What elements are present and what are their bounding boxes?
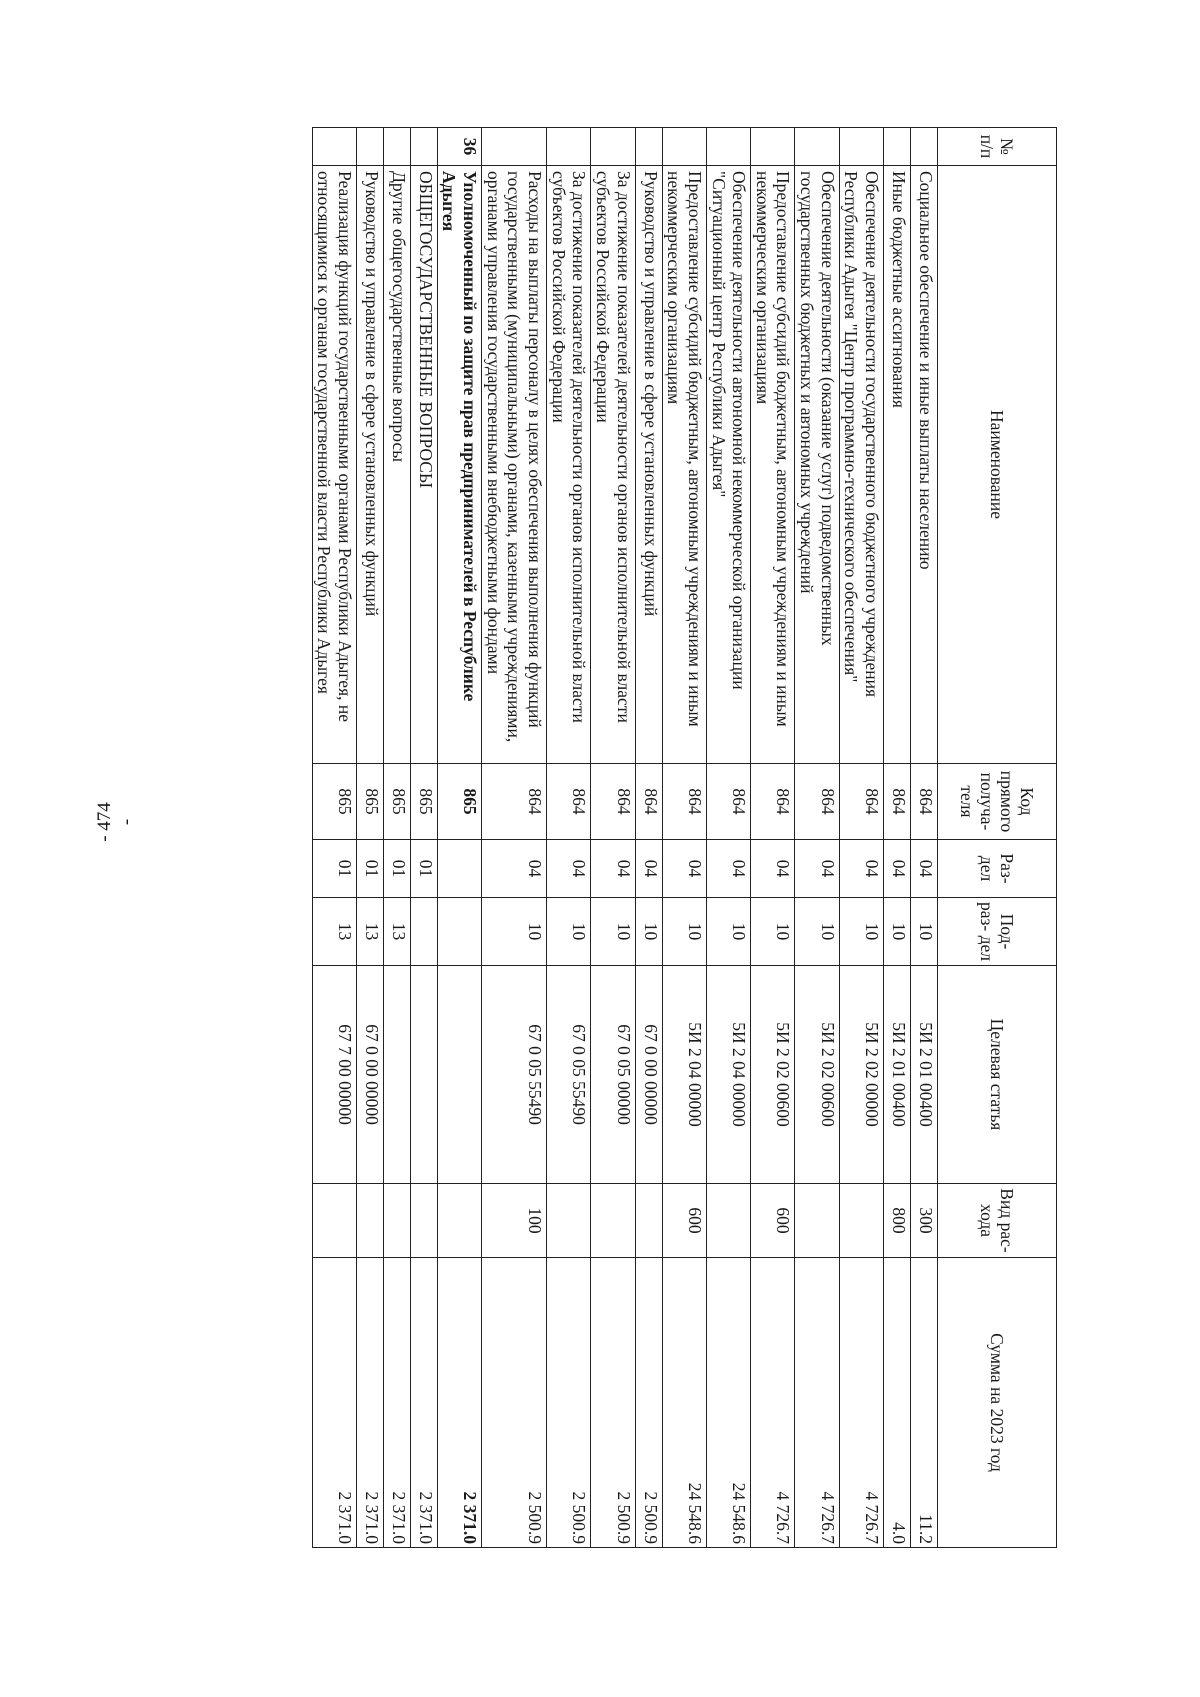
cell-num <box>591 128 635 166</box>
cell-num <box>383 128 410 166</box>
cell-podrazdel: 10 <box>662 898 706 966</box>
budget-table-sheet <box>135 127 1057 1547</box>
cell-num: 36 <box>437 128 481 166</box>
cell-code: 864 <box>547 764 591 840</box>
table-row <box>635 128 662 1548</box>
cell-code: 864 <box>635 764 662 840</box>
cell-vid: 600 <box>662 1184 706 1258</box>
cell-name: Обеспечение деятельности автономной некоммерческой организации "Ситуационный центр Республики Адыгея" <box>706 166 750 764</box>
cell-num <box>482 128 547 166</box>
cell-name: Реализация функций государственными органами Республики Адыгея, не относящимися к органам государственной власти Республики Адыгея <box>312 166 356 764</box>
cell-name: ОБЩЕГОСУДАРСТВЕННЫЕ ВОПРОСЫ <box>410 166 437 764</box>
cell-code: 865 <box>312 764 356 840</box>
table-row <box>911 128 938 1548</box>
cell-name: Обеспечение деятельности (оказание услуг) подведомственных государственных бюджетных и автономных учреждений <box>795 166 839 764</box>
cell-target <box>437 966 481 1184</box>
cell-target: 5И 2 01 00400 <box>911 966 938 1184</box>
header-razdel: Раз- дел <box>938 840 1057 898</box>
cell-name: Уполномоченный по защите прав предпринимателей в Республике Адыгея <box>437 166 481 764</box>
cell-sum: 24 548.6 <box>706 1258 750 1548</box>
cell-code: 864 <box>884 764 911 840</box>
cell-name: Предоставление субсидий бюджетным, автономным учреждениям и иным некоммерческим организациям <box>751 166 795 764</box>
cell-razdel: 04 <box>751 840 795 898</box>
cell-razdel: 01 <box>410 840 437 898</box>
cell-code: 865 <box>410 764 437 840</box>
cell-vid: 600 <box>751 1184 795 1258</box>
cell-sum: 2 500.9 <box>591 1258 635 1548</box>
cell-num <box>839 128 883 166</box>
table-row <box>795 128 839 1548</box>
page-number: - 474 - <box>94 802 137 842</box>
cell-target <box>383 966 410 1184</box>
cell-vid <box>437 1184 481 1258</box>
cell-podrazdel: 10 <box>751 898 795 966</box>
cell-vid <box>312 1184 356 1258</box>
cell-vid <box>635 1184 662 1258</box>
header-code: Код прямого получа- теля <box>938 764 1057 840</box>
cell-vid <box>410 1184 437 1258</box>
table-row <box>437 128 481 1548</box>
cell-code: 864 <box>591 764 635 840</box>
table-row <box>547 128 591 1548</box>
cell-code: 865 <box>356 764 383 840</box>
cell-name: За достижение показателей деятельности органов исполнительной власти субъектов Российской Федерации <box>547 166 591 764</box>
cell-num <box>795 128 839 166</box>
cell-sum: 2 500.9 <box>482 1258 547 1548</box>
cell-name: Руководство и управление в сфере установленных функций <box>356 166 383 764</box>
cell-num <box>884 128 911 166</box>
cell-name: Обеспечение деятельности государственного бюджетного учреждения Республики Адыгея "Центр программно-технического обеспечения" <box>839 166 883 764</box>
cell-sum: 2 371.0 <box>356 1258 383 1548</box>
cell-razdel: 01 <box>356 840 383 898</box>
cell-code: 864 <box>751 764 795 840</box>
cell-code: 864 <box>662 764 706 840</box>
cell-target <box>410 966 437 1184</box>
cell-name: Предоставление субсидий бюджетным, автономным учреждениям и иным некоммерческим организациям <box>662 166 706 764</box>
cell-name: За достижение показателей деятельности органов исполнительной власти субъектов Российской Федерации <box>591 166 635 764</box>
cell-podrazdel <box>437 898 481 966</box>
cell-target: 5И 2 02 00000 <box>839 966 883 1184</box>
cell-target: 67 0 00 00000 <box>635 966 662 1184</box>
table-row <box>884 128 911 1548</box>
table-row <box>482 128 547 1548</box>
cell-razdel <box>437 840 481 898</box>
cell-code: 865 <box>383 764 410 840</box>
table-row <box>706 128 750 1548</box>
cell-sum: 4 726.7 <box>795 1258 839 1548</box>
cell-podrazdel: 10 <box>482 898 547 966</box>
cell-sum: 2 371.0 <box>410 1258 437 1548</box>
cell-razdel: 01 <box>383 840 410 898</box>
table-row <box>383 128 410 1548</box>
cell-num <box>356 128 383 166</box>
cell-razdel: 04 <box>911 840 938 898</box>
table-row <box>662 128 706 1548</box>
cell-vid <box>591 1184 635 1258</box>
cell-code: 865 <box>437 764 481 840</box>
cell-num <box>410 128 437 166</box>
cell-target: 5И 2 01 00400 <box>884 966 911 1184</box>
cell-sum: 2 371.0 <box>383 1258 410 1548</box>
cell-razdel: 04 <box>839 840 883 898</box>
cell-num <box>635 128 662 166</box>
cell-sum: 2 371.0 <box>437 1258 481 1548</box>
cell-target: 5И 2 04 00000 <box>662 966 706 1184</box>
table-row <box>591 128 635 1548</box>
cell-sum: 2 371.0 <box>312 1258 356 1548</box>
cell-podrazdel: 10 <box>591 898 635 966</box>
cell-num <box>312 128 356 166</box>
cell-code: 864 <box>706 764 750 840</box>
cell-razdel: 01 <box>312 840 356 898</box>
cell-code: 864 <box>795 764 839 840</box>
cell-target: 5И 2 02 00600 <box>795 966 839 1184</box>
cell-vid: 300 <box>911 1184 938 1258</box>
cell-podrazdel: 10 <box>884 898 911 966</box>
cell-sum: 2 500.9 <box>547 1258 591 1548</box>
cell-num <box>662 128 706 166</box>
cell-target: 67 7 00 00000 <box>312 966 356 1184</box>
header-sum: Сумма на 2023 год <box>938 1258 1057 1548</box>
cell-num <box>706 128 750 166</box>
cell-razdel: 04 <box>884 840 911 898</box>
table-row <box>410 128 437 1548</box>
cell-podrazdel: 10 <box>911 898 938 966</box>
cell-target: 67 0 00 00000 <box>356 966 383 1184</box>
cell-razdel: 04 <box>591 840 635 898</box>
cell-podrazdel: 13 <box>312 898 356 966</box>
cell-name: Иные бюджетные ассигнования <box>884 166 911 764</box>
cell-podrazdel: 10 <box>795 898 839 966</box>
cell-target: 67 0 05 55490 <box>547 966 591 1184</box>
cell-sum: 24 548.6 <box>662 1258 706 1548</box>
cell-target: 67 0 05 00000 <box>591 966 635 1184</box>
cell-razdel: 04 <box>706 840 750 898</box>
cell-target: 5И 2 02 00600 <box>751 966 795 1184</box>
cell-code: 864 <box>482 764 547 840</box>
cell-podrazdel: 13 <box>356 898 383 966</box>
header-vid: Вид рас- хода <box>938 1184 1057 1258</box>
cell-sum: 4 726.7 <box>839 1258 883 1548</box>
cell-vid <box>706 1184 750 1258</box>
cell-sum: 2 500.9 <box>635 1258 662 1548</box>
table-row <box>839 128 883 1548</box>
table-row <box>312 128 356 1548</box>
cell-name: Расходы на выплаты персоналу в целях обеспечения выполнения функций государственными (муниципальными) органами, казенными учреждениями, органами управления государственными внебюджетными фондами <box>482 166 547 764</box>
header-podrazdel: Под- раз- дел <box>938 898 1057 966</box>
header-name: Наименование <box>938 166 1057 764</box>
cell-name: Руководство и управление в сфере установленных функций <box>635 166 662 764</box>
cell-podrazdel: 13 <box>383 898 410 966</box>
table-body <box>312 128 937 1548</box>
cell-razdel: 04 <box>482 840 547 898</box>
cell-podrazdel <box>410 898 437 966</box>
cell-name: Социальное обеспечение и иные выплаты населению <box>911 166 938 764</box>
budget-table <box>312 127 1057 1548</box>
cell-razdel: 04 <box>635 840 662 898</box>
cell-sum: 11.2 <box>911 1258 938 1548</box>
header-target: Целевая статья <box>938 966 1057 1184</box>
cell-code: 864 <box>911 764 938 840</box>
cell-podrazdel: 10 <box>706 898 750 966</box>
cell-podrazdel: 10 <box>839 898 883 966</box>
cell-vid <box>795 1184 839 1258</box>
cell-target: 5И 2 04 00000 <box>706 966 750 1184</box>
cell-vid <box>547 1184 591 1258</box>
cell-vid <box>356 1184 383 1258</box>
cell-num <box>547 128 591 166</box>
cell-target: 67 0 05 55490 <box>482 966 547 1184</box>
table-header-row <box>938 128 1057 1548</box>
cell-vid <box>383 1184 410 1258</box>
cell-vid: 100 <box>482 1184 547 1258</box>
cell-num <box>751 128 795 166</box>
table-row <box>751 128 795 1548</box>
table-row <box>356 128 383 1548</box>
header-num: № п/п <box>938 128 1057 166</box>
cell-vid: 800 <box>884 1184 911 1258</box>
cell-podrazdel: 10 <box>547 898 591 966</box>
cell-vid <box>839 1184 883 1258</box>
cell-razdel: 04 <box>662 840 706 898</box>
cell-razdel: 04 <box>795 840 839 898</box>
cell-code: 864 <box>839 764 883 840</box>
cell-razdel: 04 <box>547 840 591 898</box>
cell-sum: 4 726.7 <box>751 1258 795 1548</box>
cell-podrazdel: 10 <box>635 898 662 966</box>
cell-name: Другие общегосударственные вопросы <box>383 166 410 764</box>
cell-num <box>911 128 938 166</box>
cell-sum: 4.0 <box>884 1258 911 1548</box>
